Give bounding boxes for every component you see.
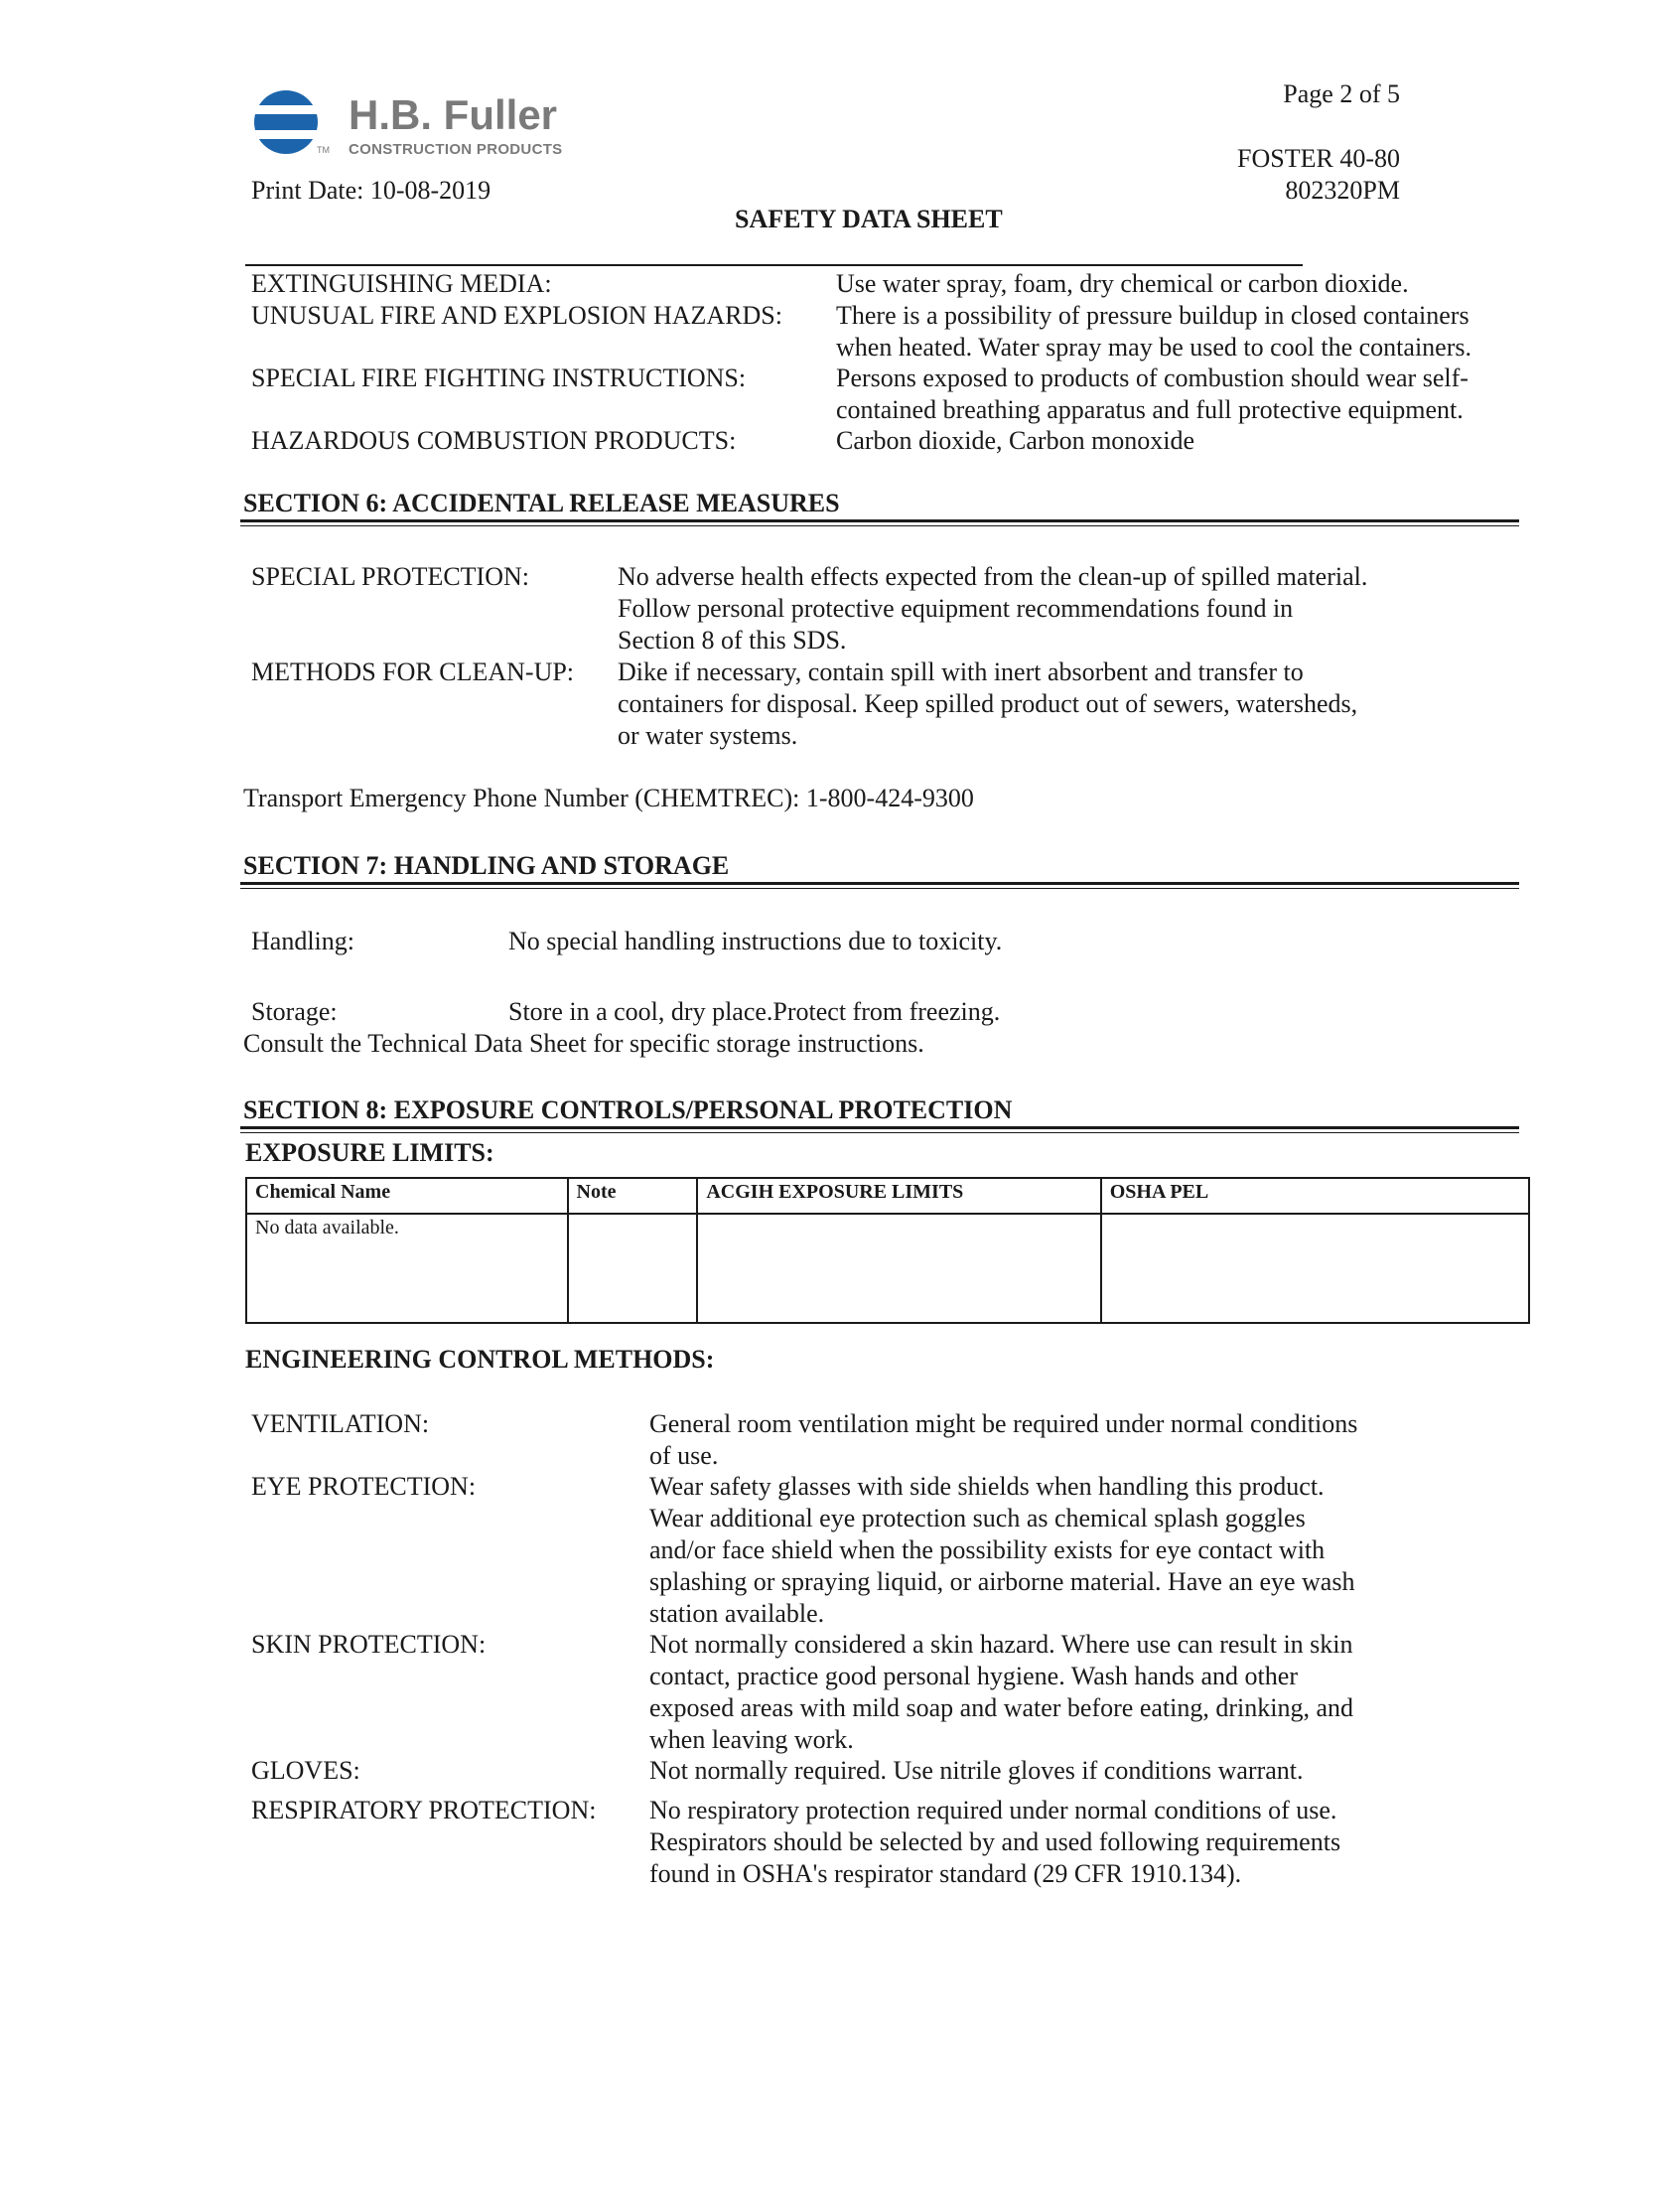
section-7-rule-bottom: [240, 888, 1519, 889]
engineering-controls-heading: ENGINEERING CONTROL METHODS:: [245, 1345, 715, 1374]
handling-value: No special handling instructions due to toxicity.: [508, 927, 1003, 955]
page-title: SAFETY DATA SHEET: [735, 205, 1003, 233]
column-header-osha-pel: OSHA PEL: [1101, 1178, 1529, 1214]
trademark-mark: TM: [317, 145, 330, 155]
section-8-heading: SECTION 8: EXPOSURE CONTROLS/PERSONAL PROTECTION: [243, 1095, 1013, 1124]
table-cell-note: [568, 1214, 698, 1323]
column-header-chemical-name: Chemical Name: [246, 1178, 568, 1214]
section-6-heading: SECTION 6: ACCIDENTAL RELEASE MEASURES: [243, 489, 840, 517]
table-header-row: [246, 1178, 1529, 1214]
exposure-limits-heading: EXPOSURE LIMITS:: [245, 1138, 494, 1167]
eye-protection-value: Wear safety glasses with side shields when handling this product. Wear additional eye protection such as chemical splash goggles and/or face shield when the possibility exists for eye contact with splashing or spraying liquid, or airborne material. Have an eye wash station available.: [649, 1472, 1355, 1628]
respiratory-protection-label: RESPIRATORY PROTECTION:: [251, 1796, 597, 1824]
unusual-hazards-value: There is a possibility of pressure buildup in closed containers when heated. Water spray may be used to cool the containers.: [836, 301, 1471, 362]
handling-label: Handling:: [251, 927, 354, 955]
eye-protection-label: EYE PROTECTION:: [251, 1472, 477, 1501]
column-header-acgih: ACGIH EXPOSURE LIMITS: [697, 1178, 1100, 1214]
print-date: Print Date: 10-08-2019: [251, 176, 491, 205]
respiratory-protection-value: No respiratory protection required under normal conditions of use. Respirators should be selected by and used following requirements found in OSHA's respirator standard (29 CFR 1910.134).: [649, 1796, 1341, 1888]
section-6-rule-bottom: [240, 525, 1519, 526]
gloves-value: Not normally required. Use nitrile gloves if conditions warrant.: [649, 1756, 1304, 1785]
product-code: 802320PM: [1285, 176, 1400, 205]
header-divider: [245, 264, 1303, 266]
exposure-limits-table: [245, 1177, 1530, 1324]
column-header-note: Note: [568, 1178, 698, 1214]
storage-value: Store in a cool, dry place.Protect from freezing.: [508, 997, 1001, 1026]
combustion-products-label: HAZARDOUS COMBUSTION PRODUCTS:: [251, 426, 737, 455]
fire-fighting-label: SPECIAL FIRE FIGHTING INSTRUCTIONS:: [251, 364, 747, 392]
section-7-heading: SECTION 7: HANDLING AND STORAGE: [243, 851, 730, 880]
clean-up-value: Dike if necessary, contain spill with inert absorbent and transfer to containers for disposal. Keep spilled product out of sewers, watersheds, or water systems.: [618, 657, 1358, 750]
extinguishing-media-value: Use water spray, foam, dry chemical or carbon dioxide.: [836, 269, 1409, 298]
page-number: Page 2 of 5: [1283, 79, 1400, 108]
special-protection-value: No adverse health effects expected from the clean-up of spilled material. Follow personal protective equipment recommendations found in Section 8 of this SDS.: [618, 562, 1368, 655]
table-row: [246, 1214, 1529, 1323]
skin-protection-value: Not normally considered a skin hazard. Where use can result in skin contact, practice good personal hygiene. Wash hands and other exposed areas with mild soap and water before eating, drinking, and when leaving work.: [649, 1630, 1353, 1754]
table-cell-osha-pel: [1101, 1214, 1529, 1323]
transport-emergency-phone: Transport Emergency Phone Number (CHEMTREC): 1-800-424-9300: [243, 784, 974, 812]
product-name: FOSTER 40-80: [1237, 144, 1400, 173]
storage-note: Consult the Technical Data Sheet for specific storage instructions.: [243, 1029, 924, 1058]
section-8-rule-bottom: [240, 1132, 1519, 1133]
ventilation-label: VENTILATION:: [251, 1409, 430, 1438]
unusual-hazards-label: UNUSUAL FIRE AND EXPLOSION HAZARDS:: [251, 301, 782, 330]
section-6-rule-top: [240, 519, 1519, 522]
fire-fighting-value: Persons exposed to products of combustion should wear self- contained breathing apparatus and full protective equipment.: [836, 364, 1469, 424]
section-8-rule-top: [240, 1126, 1519, 1129]
brand-logo: [253, 89, 581, 161]
gloves-label: GLOVES:: [251, 1756, 360, 1785]
section-7-rule-top: [240, 882, 1519, 885]
table-cell-acgih: [697, 1214, 1100, 1323]
table-cell-chemical-name: No data available.: [246, 1214, 568, 1323]
brand-subtitle: CONSTRUCTION PRODUCTS: [349, 141, 563, 158]
special-protection-label: SPECIAL PROTECTION:: [251, 562, 529, 591]
brand-name: H.B. Fuller: [349, 91, 558, 138]
storage-label: Storage:: [251, 997, 338, 1026]
skin-protection-label: SKIN PROTECTION:: [251, 1630, 487, 1659]
clean-up-label: METHODS FOR CLEAN-UP:: [251, 657, 575, 686]
ventilation-value: General room ventilation might be required under normal conditions of use.: [649, 1409, 1358, 1470]
combustion-products-value: Carbon dioxide, Carbon monoxide: [836, 426, 1195, 455]
extinguishing-media-label: EXTINGUISHING MEDIA:: [251, 269, 552, 298]
hb-fuller-logo-mark: [253, 89, 319, 155]
